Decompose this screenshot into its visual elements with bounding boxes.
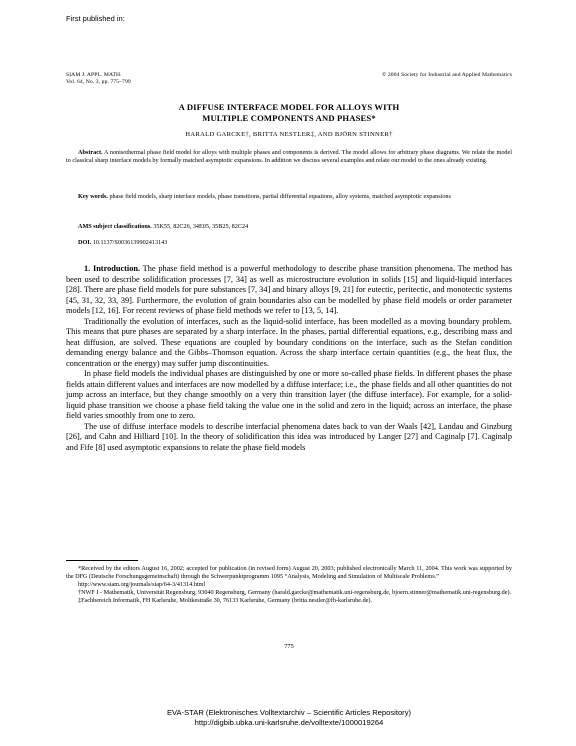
title-line-2: MULTIPLE COMPONENTS AND PHASES* (202, 113, 376, 123)
doi-text: 10.1137/S0036139902413143 (92, 239, 168, 246)
footer-url[interactable]: http://digbib.ubka.uni-karlsruhe.de/volltexte/1000019264 (194, 718, 384, 727)
authors: HARALD GARCKE†, BRITTA NESTLER‡, AND BJÖRN STINNER† (185, 131, 393, 138)
keywords-text: phase field models, sharp interface models, phase transitions, partial differential equations, alloy systems, matched asymptotic expansions (109, 193, 451, 200)
keywords-label: Key words. (78, 193, 108, 200)
footnotes (66, 565, 512, 605)
footnote-affiliation-regensburg: †NWF I - Mathematik, Universität Regensburg, 93040 Regensburg, Germany (harald.garcke@mathematik.uni-regensburg.de, bjoern.stinner@mathematik.uni-regensburg.de). (78, 589, 512, 596)
section-heading: 1. Introduction. (84, 264, 141, 273)
intro-paragraph-2: Traditionally the evolution of interfaces, such as the liquid-solid interface, has been modelled as a moving boundary problem. This means that pure phases are separated by a sharp interface. In the phases, partial differential equations, e.g., describing mass and heat diffusion, are solved. These equations are coupled by boundary conditions on the interface, such as the Stefan condition demanding energy balance and the Gibbs–Thomson equation. Across the sharp interface certain quantities (e.g., the heat flux, the concentration or the energy) may suffer jump discontinuities. (66, 316, 512, 368)
ams-text: 35K55, 82C26, 34E05, 35B25, 82C24 (153, 223, 249, 230)
footnote-url[interactable]: http://www.siam.org/journals/siap/64-3/41314.html (78, 581, 206, 588)
footnote-received: *Received by the editors August 16, 2002; accepted for publication (in revised form) August 20, 2003; published electronically March 11, 2004. This work was supported by the DFG (Deutsche Forschungsgemeinschaft) through the Schwerpunktprogramm 1095 “Analysis, Modeling and Simulation of Multiscale Problems.” (66, 565, 512, 580)
abstract-label: Abstract. (78, 149, 103, 156)
footnote-rule (66, 560, 138, 561)
title-line-1: A DIFFUSE INTERFACE MODEL FOR ALLOYS WITH (178, 102, 400, 112)
intro-paragraph-4: The use of diffuse interface models to describe interfacial phenomena dates back to van der Waals [42], Landau and Ginzburg [26], and Cahn and Hilliard [10]. In the theory of solidification this idea was introduced by Langer [27] and Caginalp [7]. Caginalp and Fife [8] used asymptotic expansions to relate the phase field models (66, 421, 512, 452)
ams-classification (66, 223, 512, 231)
paper-title (66, 102, 512, 124)
ams-label: AMS subject classifications. (78, 223, 152, 230)
footnote-affiliation-karlsruhe: ‡Fachbereich Informatik, FH Karlsruhe, Moltkestraße 30, 76133 Karlsruhe, Germany (britta.nestler@fh-karlsruhe.de). (78, 597, 373, 604)
doi-label: DOI. (78, 239, 92, 246)
abstract (66, 149, 512, 165)
intro-p1-text: The phase field method is a powerful methodology to describe phase transition phenomena. The method has been used to describe solidification processes [7, 34] as well as microstructure evolution in solids [15] and liquid-liquid interfaces [28]. There are phase field models for pure substances [7, 34] and binary alloys [9, 21] for eutectic, peritectic, and monotectic systems [45, 31, 32, 33, 39]. Furthermore, the evolution of grain boundaries also can be modelled by phase field models or order parameter models [12, 16]. For recent reviews of phase field methods we refer to [13, 5, 14]. (66, 264, 512, 315)
journal-volume: Vol. 64, No. 3, pp. 775–799 (66, 79, 131, 85)
doi (66, 239, 512, 247)
journal-header (66, 72, 131, 86)
footer-repository-name: EVA-STAR (Elektronisches Volltextarchiv – Scientific Articles Repository) (166, 708, 412, 717)
keywords (66, 193, 512, 201)
published-note: First published in: (66, 14, 125, 23)
abstract-text: A nonisothermal phase field model for alloys with multiple phases and components is derived. The model allows for arbitrary phase diagrams. We relate the model to classical sharp interface models by formally matched asymptotic expansions. In addition we discuss several examples and relate our model to the ones already existing. (66, 149, 512, 164)
intro-paragraph-3: In phase field models the individual phases are distinguished by one or more so-called phase fields. In different phases the phase fields attain different values and interfaces are now modelled by a diffuse interface; i.e., the phase fields and all other quantities do not jump across an interface, but they change smoothly on a very thin transition layer (the diffuse interface). For example, for a solid-liquid phase transition we choose a phase field taking the value one in the solid and zero in the liquid; across an interface, the phase field varies smoothly from one to zero. (66, 369, 512, 420)
copyright-notice: © 2004 Society for Industrial and Applied Mathematics (382, 72, 512, 78)
journal-name: SIAM J. APPL. MATH. (66, 72, 122, 78)
page-number: 775 (284, 643, 294, 650)
repository-footer (66, 708, 512, 728)
introduction-section (66, 264, 512, 453)
intro-paragraph-1 (66, 264, 512, 317)
